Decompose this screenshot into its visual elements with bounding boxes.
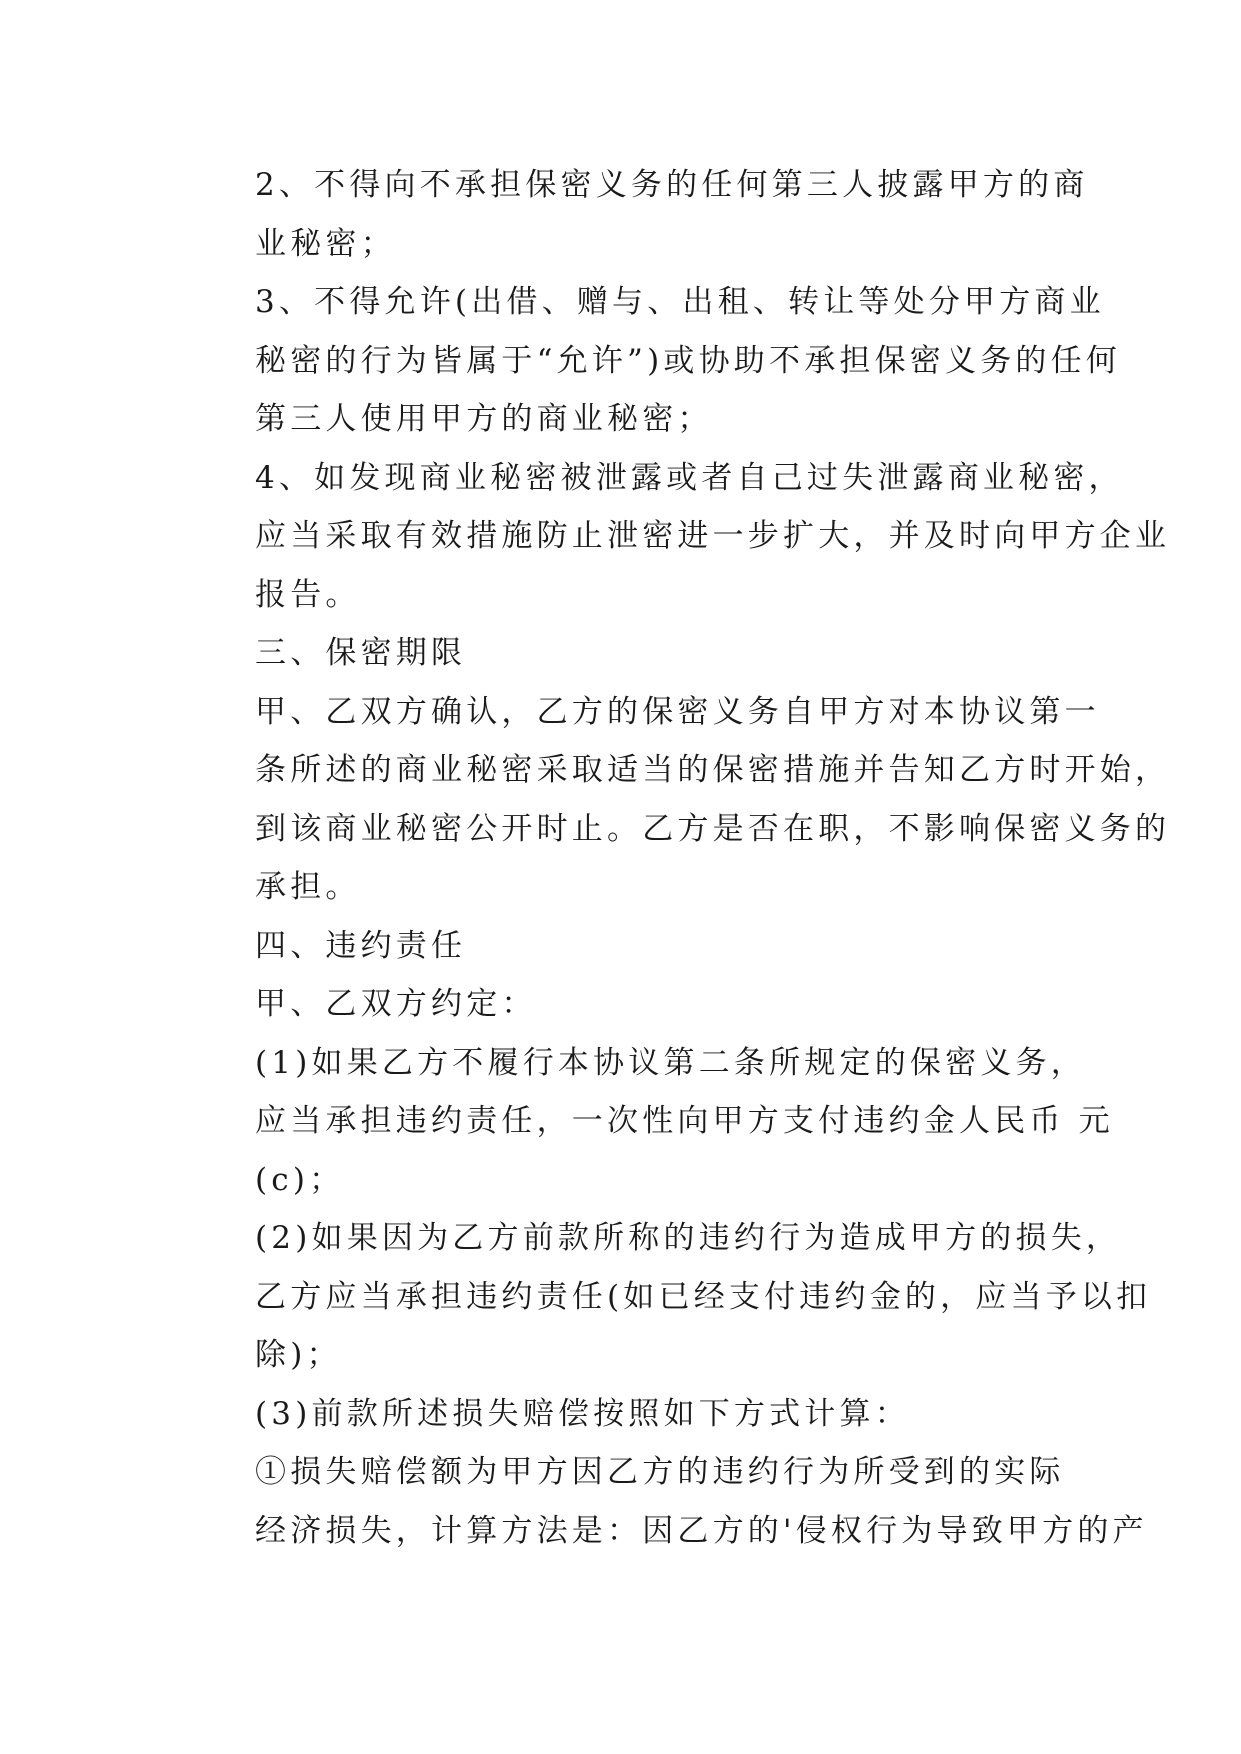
paragraph-line: 承担。 xyxy=(255,869,361,905)
paragraph xyxy=(189,917,1057,976)
paragraph-line: 乙方应当承担违约责任(如已经支付违约金的，应当予以扣 xyxy=(255,1278,1152,1315)
paragraph-line: 条所述的商业秘密采取适当的保密措施并告知乙方时开始， xyxy=(255,752,1171,788)
paragraph xyxy=(189,156,1089,273)
document-body xyxy=(189,156,1171,1560)
paragraph-line: 到该商业秘密公开时止。乙方是否在职，不影响保密义务的 xyxy=(255,810,1171,847)
paragraph-line: 除)； xyxy=(255,1337,342,1373)
paragraph xyxy=(189,449,1171,625)
paragraph-line: 三、保密期限 xyxy=(255,635,467,671)
paragraph-line: 经济损失，计算方法是：因乙方的'侵权行为导致甲方的产 xyxy=(255,1512,1148,1549)
paragraph-line: 应当承担违约责任，一次性向甲方支付违约金人民币 元 xyxy=(255,1103,1114,1139)
paragraph xyxy=(189,1443,1148,1560)
paragraph-line: 甲、乙双方确认，乙方的保密义务自甲方对本协议第一 xyxy=(255,693,1100,730)
paragraph-line: (3)前款所述损失赔偿按照如下方式计算： xyxy=(255,1395,910,1432)
paragraph-line: 报告。 xyxy=(255,576,361,613)
paragraph xyxy=(189,1385,1057,1444)
paragraph-line: 业秘密； xyxy=(255,225,396,262)
paragraph-line: 四、违约责任 xyxy=(255,927,467,964)
paragraph-line: 第三人使用甲方的商业秘密； xyxy=(255,401,713,437)
paragraph xyxy=(189,1209,1152,1385)
paragraph-line: (2)如果因为乙方前款所称的违约行为造成甲方的损失， xyxy=(255,1220,1122,1256)
paragraph-line: 4、如发现商业秘密被泄露或者自己过失泄露商业秘密， xyxy=(255,459,1124,496)
paragraph-line: 3、不得允许(出借、赠与、出租、转让等处分甲方商业 xyxy=(255,284,1105,320)
paragraph xyxy=(189,975,1057,1034)
paragraph-line: (c)； xyxy=(255,1161,345,1198)
paragraph xyxy=(189,273,1121,449)
paragraph-line: ①损失赔偿额为甲方因乙方的违约行为所受到的实际 xyxy=(255,1454,1065,1490)
paragraph-line: 秘密的行为皆属于“允许”)或协助不承担保密义务的任何 xyxy=(255,342,1121,379)
paragraph xyxy=(189,1034,1114,1210)
paragraph-line: (1)如果乙方不履行本协议第二条所规定的保密义务， xyxy=(255,1044,1086,1081)
paragraph-line: 甲、乙双方约定： xyxy=(255,986,537,1022)
paragraph-line: 应当采取有效措施防止泄密进一步扩大，并及时向甲方企业 xyxy=(255,518,1171,554)
paragraph xyxy=(189,624,1057,683)
paragraph xyxy=(189,683,1171,917)
paragraph-line: 2、不得向不承担保密义务的任何第三人披露甲方的商 xyxy=(255,167,1089,203)
